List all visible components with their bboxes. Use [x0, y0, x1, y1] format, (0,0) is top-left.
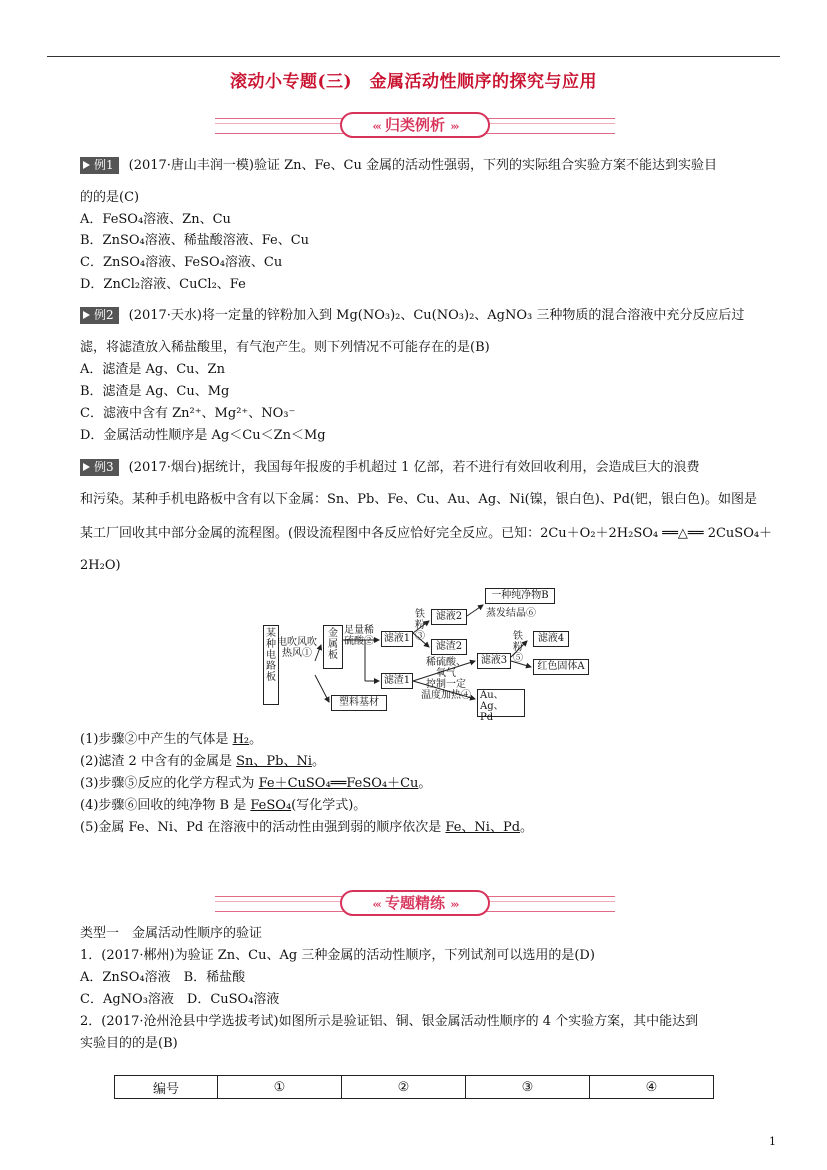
example-1-stem: 例1 (2017·唐山丰润一模)验证 Zn、Fe、Cu 金属的活动性强弱，下列的实际组合实验方案不能达到实验目 [80, 156, 717, 176]
flow-node-au-ag-pd: Au、Ag、 Pd [477, 689, 525, 717]
practice-type-heading: 类型一 金属活动性顺序的验证 [80, 926, 263, 941]
flow-node-plastic: 塑料基材 [331, 695, 387, 711]
section-banner-analysis: ‹‹‹ 归类例析 ››› [215, 110, 615, 140]
flow-label-crystal: 蒸发结晶⑥ [486, 608, 536, 619]
example-3-text: 某工厂回收其中部分金属的流程图。(假设流程图中各反应恰好完全反应。已知：2Cu＋O₂＋2H₂SO₄ ══△══ 2CuSO₄＋ [80, 526, 773, 541]
option: D．金属活动性顺序是 Ag＜Cu＜Zn＜Mg [80, 428, 326, 443]
example-2-stem-cont: 滤，将滤渣放入稀盐酸里，有气泡产生。则下列情况不可能存在的是(B) [80, 340, 490, 355]
table-row [115, 1076, 714, 1099]
example-3-stem: 例3 (2017·烟台)据统计，我国每年报废的手机超过 1 亿部，若不进行有效回收利用，会造成巨大的浪费 [80, 458, 700, 478]
answer-2: (2)滤渣 2 中含有的金属是 Sn、Pb、Ni。 [80, 754, 325, 769]
recycling-flowchart [255, 585, 585, 723]
answer-5: (5)金属 Fe、Ni、Pd 在溶液中的活动性由强到弱的顺序依次是 Fe、Ni、Pd。 [80, 820, 534, 835]
practice-q2-stem: 2．(2017·沧州沧县中学选拔考试)如图所示是验证铝、铜、银金属活动性顺序的 4 个实验方案，其中能达到 [80, 1014, 699, 1029]
flow-node-residue2: 滤渣2 [431, 639, 467, 655]
flow-label-iron1: 铁粉③ [415, 609, 425, 642]
example-1-stem-cont: 的的是(C) [80, 190, 140, 205]
option: B．滤渣是 Ag、Cu、Mg [80, 384, 230, 399]
option: D．ZnCl₂溶液、CuCl₂、Fe [80, 277, 246, 292]
flow-label-oxy: 稀硫酸、 氧气 控制一定 温度加热④ [421, 657, 471, 701]
practice-q2-stem-cont: 实验目的的是(B) [80, 1036, 178, 1051]
page-title: 滚动小专题(三) 金属活动性顺序的探究与应用 [229, 72, 598, 92]
flow-node-red-solid: 红色固体A [533, 659, 589, 675]
flow-label-iron2: 铁粉⑤ [513, 631, 523, 664]
example-tag: 例3 [80, 459, 119, 476]
answer-4: (4)步骤⑥回收的纯净物 B 是 FeSO₄(写化学式)。 [80, 798, 367, 813]
flow-node-board: 某种电路板 [263, 625, 279, 705]
banner-label: 归类例析 [384, 116, 445, 134]
flow-label-acid: 足量稀硫酸② [344, 625, 374, 647]
flow-node-filtrate1: 滤液1 [381, 631, 413, 647]
flow-node-filtrate4: 滤液4 [533, 631, 569, 647]
answer-3: (3)步骤⑤反应的化学方程式为 Fe＋CuSO₄══FeSO₄＋Cu。 [80, 776, 432, 791]
example-3-text: 和污染。某种手机电路板中含有以下金属：Sn、Pb、Fe、Cu、Au、Ag、Ni(镍，银白色)、Pd(钯，银白色)。如图是 [80, 492, 758, 507]
example-2-stem: 例2 (2017·天水)将一定量的锌粉加入到 Mg(NO₃)₂、Cu(NO₃)₂、AgNO₃ 三种物质的混合溶液中充分反应后过 [80, 306, 744, 326]
banner-label: 专题精练 [384, 894, 445, 912]
option: C．滤液中含有 Zn²⁺、Mg²⁺、NO₃⁻ [80, 406, 296, 421]
option: C．ZnSO₄溶液、FeSO₄溶液、Cu [80, 255, 283, 270]
table-header-cell: ① [218, 1076, 342, 1099]
option: B．ZnSO₄溶液、稀盐酸溶液、Fe、Cu [80, 233, 310, 248]
option: A．FeSO₄溶液、Zn、Cu [80, 212, 231, 227]
flow-node-filtrate3: 滤液3 [477, 653, 511, 669]
practice-q1-options: C．AgNO₃溶液 D．CuSO₄溶液 [80, 992, 280, 1007]
table-header-cell: ③ [466, 1076, 590, 1099]
table-header-cell: ② [342, 1076, 466, 1099]
page-number: 1 [769, 1135, 776, 1148]
flow-node-residue1: 滤渣1 [381, 673, 413, 689]
table-header-cell: 编号 [115, 1076, 218, 1099]
flow-label-step1: 电吹风吹热风① [277, 637, 317, 659]
practice-q1-stem: 1．(2017·郴州)为验证 Zn、Cu、Ag 三种金属的活动性顺序，下列试剂可以选用的是(D) [80, 948, 595, 963]
answer-1: (1)步骤②中产生的气体是 H₂。 [80, 732, 263, 747]
flow-node-pure-b: 一种纯净物B [485, 588, 555, 604]
example-tag: 例1 [80, 157, 119, 174]
example-3-text: 2H₂O) [80, 558, 121, 573]
option: A．滤渣是 Ag、Cu、Zn [80, 362, 225, 377]
practice-q1-options: A．ZnSO₄溶液 B．稀盐酸 [80, 970, 246, 985]
header-rule [47, 56, 780, 57]
experiment-table [114, 1075, 714, 1099]
table-header-cell: ④ [590, 1076, 714, 1099]
flow-node-metal-board: 金属板 [323, 625, 343, 669]
example-tag: 例2 [80, 307, 119, 324]
flow-node-filtrate2: 滤液2 [431, 609, 467, 625]
section-banner-practice: ‹‹‹ 专题精练 ››› [215, 888, 615, 918]
